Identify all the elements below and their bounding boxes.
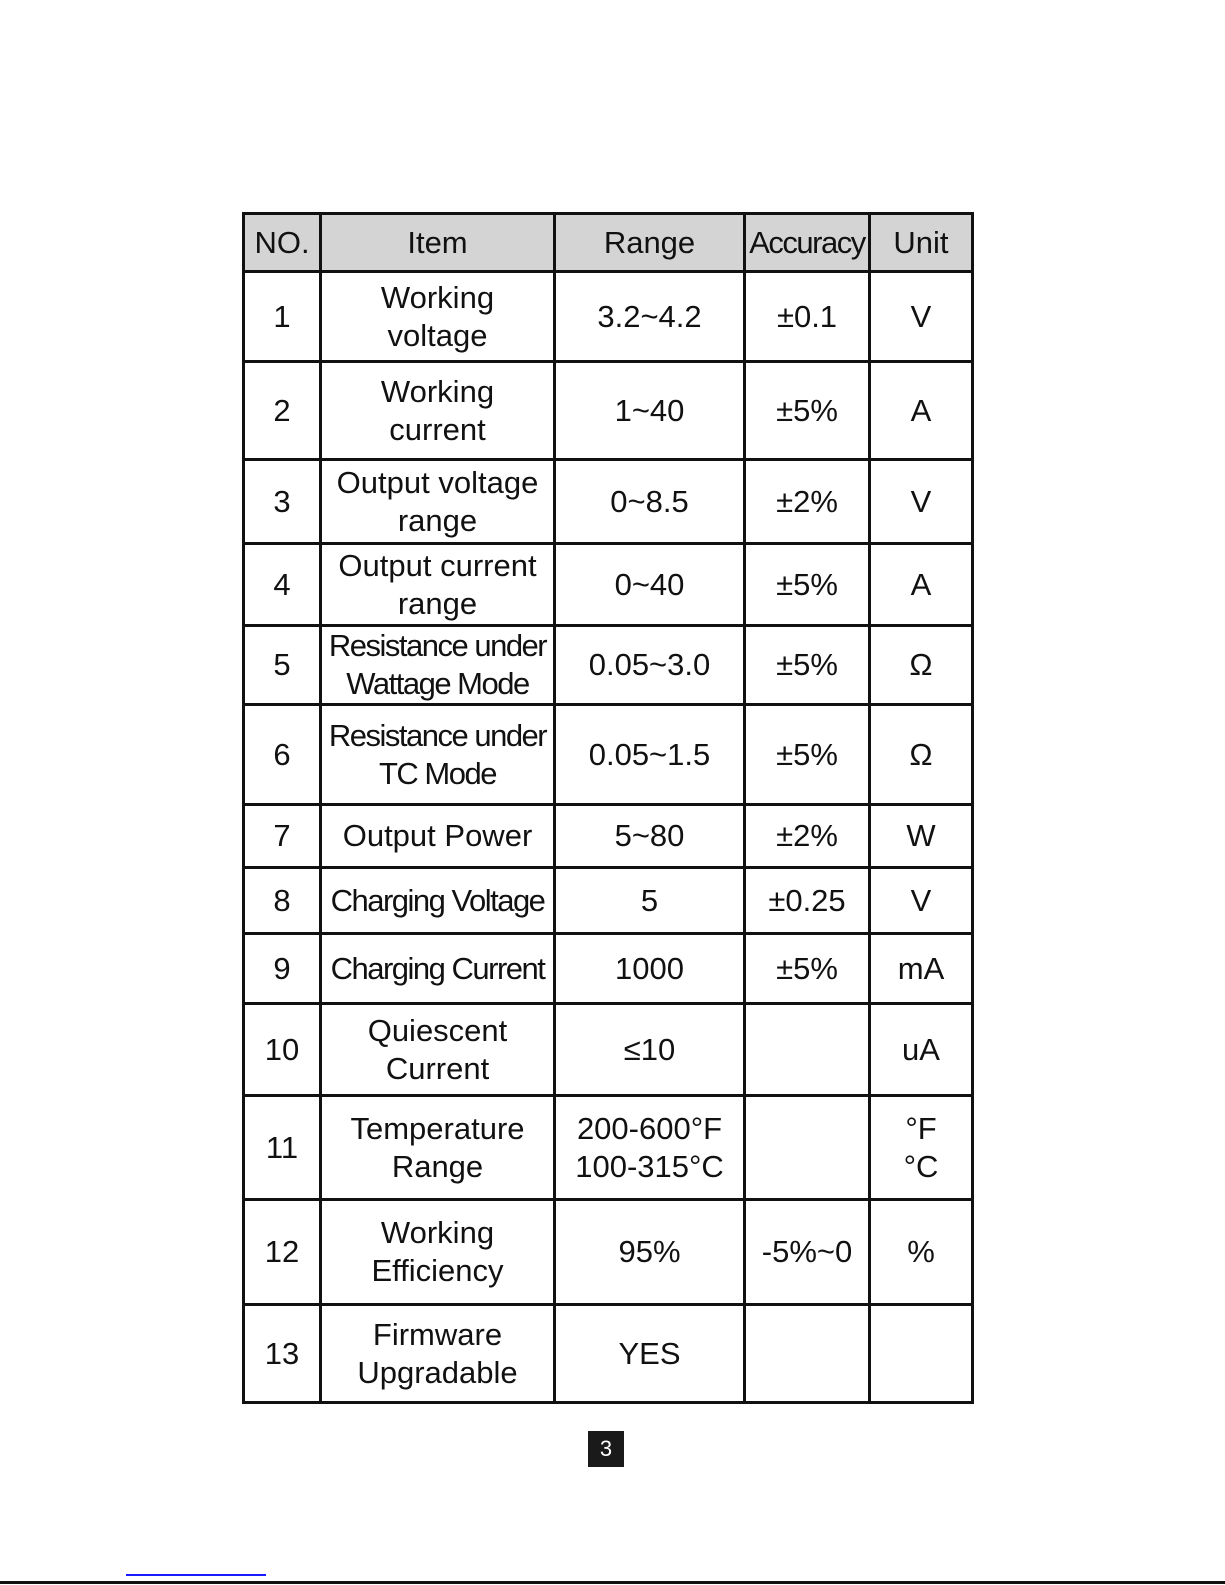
cell-accuracy: ±5% (745, 544, 870, 626)
cell-item: Charging Voltage (321, 868, 555, 934)
cell-unit: mA (870, 934, 973, 1004)
header-range: Range (555, 214, 745, 272)
cell-unit: V (870, 460, 973, 544)
cell-unit: % (870, 1200, 973, 1305)
cell-item: Working voltage (321, 272, 555, 362)
cell-accuracy (745, 1096, 870, 1200)
cell-accuracy: ±5% (745, 626, 870, 705)
cell-unit: A (870, 544, 973, 626)
cell-no: 10 (244, 1004, 321, 1096)
cell-no: 3 (244, 460, 321, 544)
cell-item: Working current (321, 362, 555, 460)
cell-range: 3.2~4.2 (555, 272, 745, 362)
table-row (244, 1305, 973, 1403)
cell-no: 4 (244, 544, 321, 626)
cell-unit: Ω (870, 705, 973, 805)
cell-item: Output current range (321, 544, 555, 626)
cell-no: 12 (244, 1200, 321, 1305)
table-header-row (244, 214, 973, 272)
cell-range: 95% (555, 1200, 745, 1305)
cell-range: 0.05~1.5 (555, 705, 745, 805)
cell-item: Quiescent Current (321, 1004, 555, 1096)
link-underline[interactable] (126, 1574, 266, 1576)
cell-no: 1 (244, 272, 321, 362)
cell-unit: °F °C (870, 1096, 973, 1200)
cell-accuracy: ±2% (745, 805, 870, 868)
cell-no: 2 (244, 362, 321, 460)
cell-range: 0~40 (555, 544, 745, 626)
cell-unit (870, 1305, 973, 1403)
page-number: 3 (588, 1431, 624, 1467)
cell-item: Resistance under Wattage Mode (321, 626, 555, 705)
table-row (244, 362, 973, 460)
header-no: NO. (244, 214, 321, 272)
cell-item: Resistance under TC Mode (321, 705, 555, 805)
cell-unit: Ω (870, 626, 973, 705)
cell-range: ≤10 (555, 1004, 745, 1096)
cell-range: 1000 (555, 934, 745, 1004)
cell-range: 0.05~3.0 (555, 626, 745, 705)
table-row (244, 626, 973, 705)
cell-no: 5 (244, 626, 321, 705)
cell-item: Temperature Range (321, 1096, 555, 1200)
cell-range: YES (555, 1305, 745, 1403)
table-row (244, 934, 973, 1004)
cell-accuracy (745, 1004, 870, 1096)
cell-item: Output voltage range (321, 460, 555, 544)
table-row (244, 1096, 973, 1200)
cell-no: 6 (244, 705, 321, 805)
cell-unit: uA (870, 1004, 973, 1096)
table-row (244, 1004, 973, 1096)
cell-no: 13 (244, 1305, 321, 1403)
cell-no: 11 (244, 1096, 321, 1200)
table-row (244, 868, 973, 934)
cell-accuracy: ±0.25 (745, 868, 870, 934)
table-row (244, 460, 973, 544)
header-item: Item (321, 214, 555, 272)
cell-accuracy: ±5% (745, 362, 870, 460)
cell-item: Firmware Upgradable (321, 1305, 555, 1403)
table-row (244, 272, 973, 362)
cell-item: Charging Current (321, 934, 555, 1004)
cell-unit: V (870, 272, 973, 362)
cell-range: 200-600°F 100-315°C (555, 1096, 745, 1200)
cell-range: 5~80 (555, 805, 745, 868)
cell-range: 5 (555, 868, 745, 934)
cell-unit: A (870, 362, 973, 460)
table-row (244, 705, 973, 805)
cell-unit: W (870, 805, 973, 868)
cell-no: 9 (244, 934, 321, 1004)
cell-item: Working Efficiency (321, 1200, 555, 1305)
cell-accuracy: ±2% (745, 460, 870, 544)
table-row (244, 1200, 973, 1305)
specifications-table (242, 212, 974, 1404)
cell-range: 1~40 (555, 362, 745, 460)
header-accuracy: Accuracy (745, 214, 870, 272)
cell-item: Output Power (321, 805, 555, 868)
header-unit: Unit (870, 214, 973, 272)
bottom-divider (0, 1581, 1225, 1584)
cell-unit: V (870, 868, 973, 934)
cell-accuracy: -5%~0 (745, 1200, 870, 1305)
cell-accuracy: ±5% (745, 705, 870, 805)
cell-accuracy (745, 1305, 870, 1403)
cell-accuracy: ±0.1 (745, 272, 870, 362)
cell-accuracy: ±5% (745, 934, 870, 1004)
table-row (244, 805, 973, 868)
table-row (244, 544, 973, 626)
cell-range: 0~8.5 (555, 460, 745, 544)
cell-no: 7 (244, 805, 321, 868)
cell-no: 8 (244, 868, 321, 934)
